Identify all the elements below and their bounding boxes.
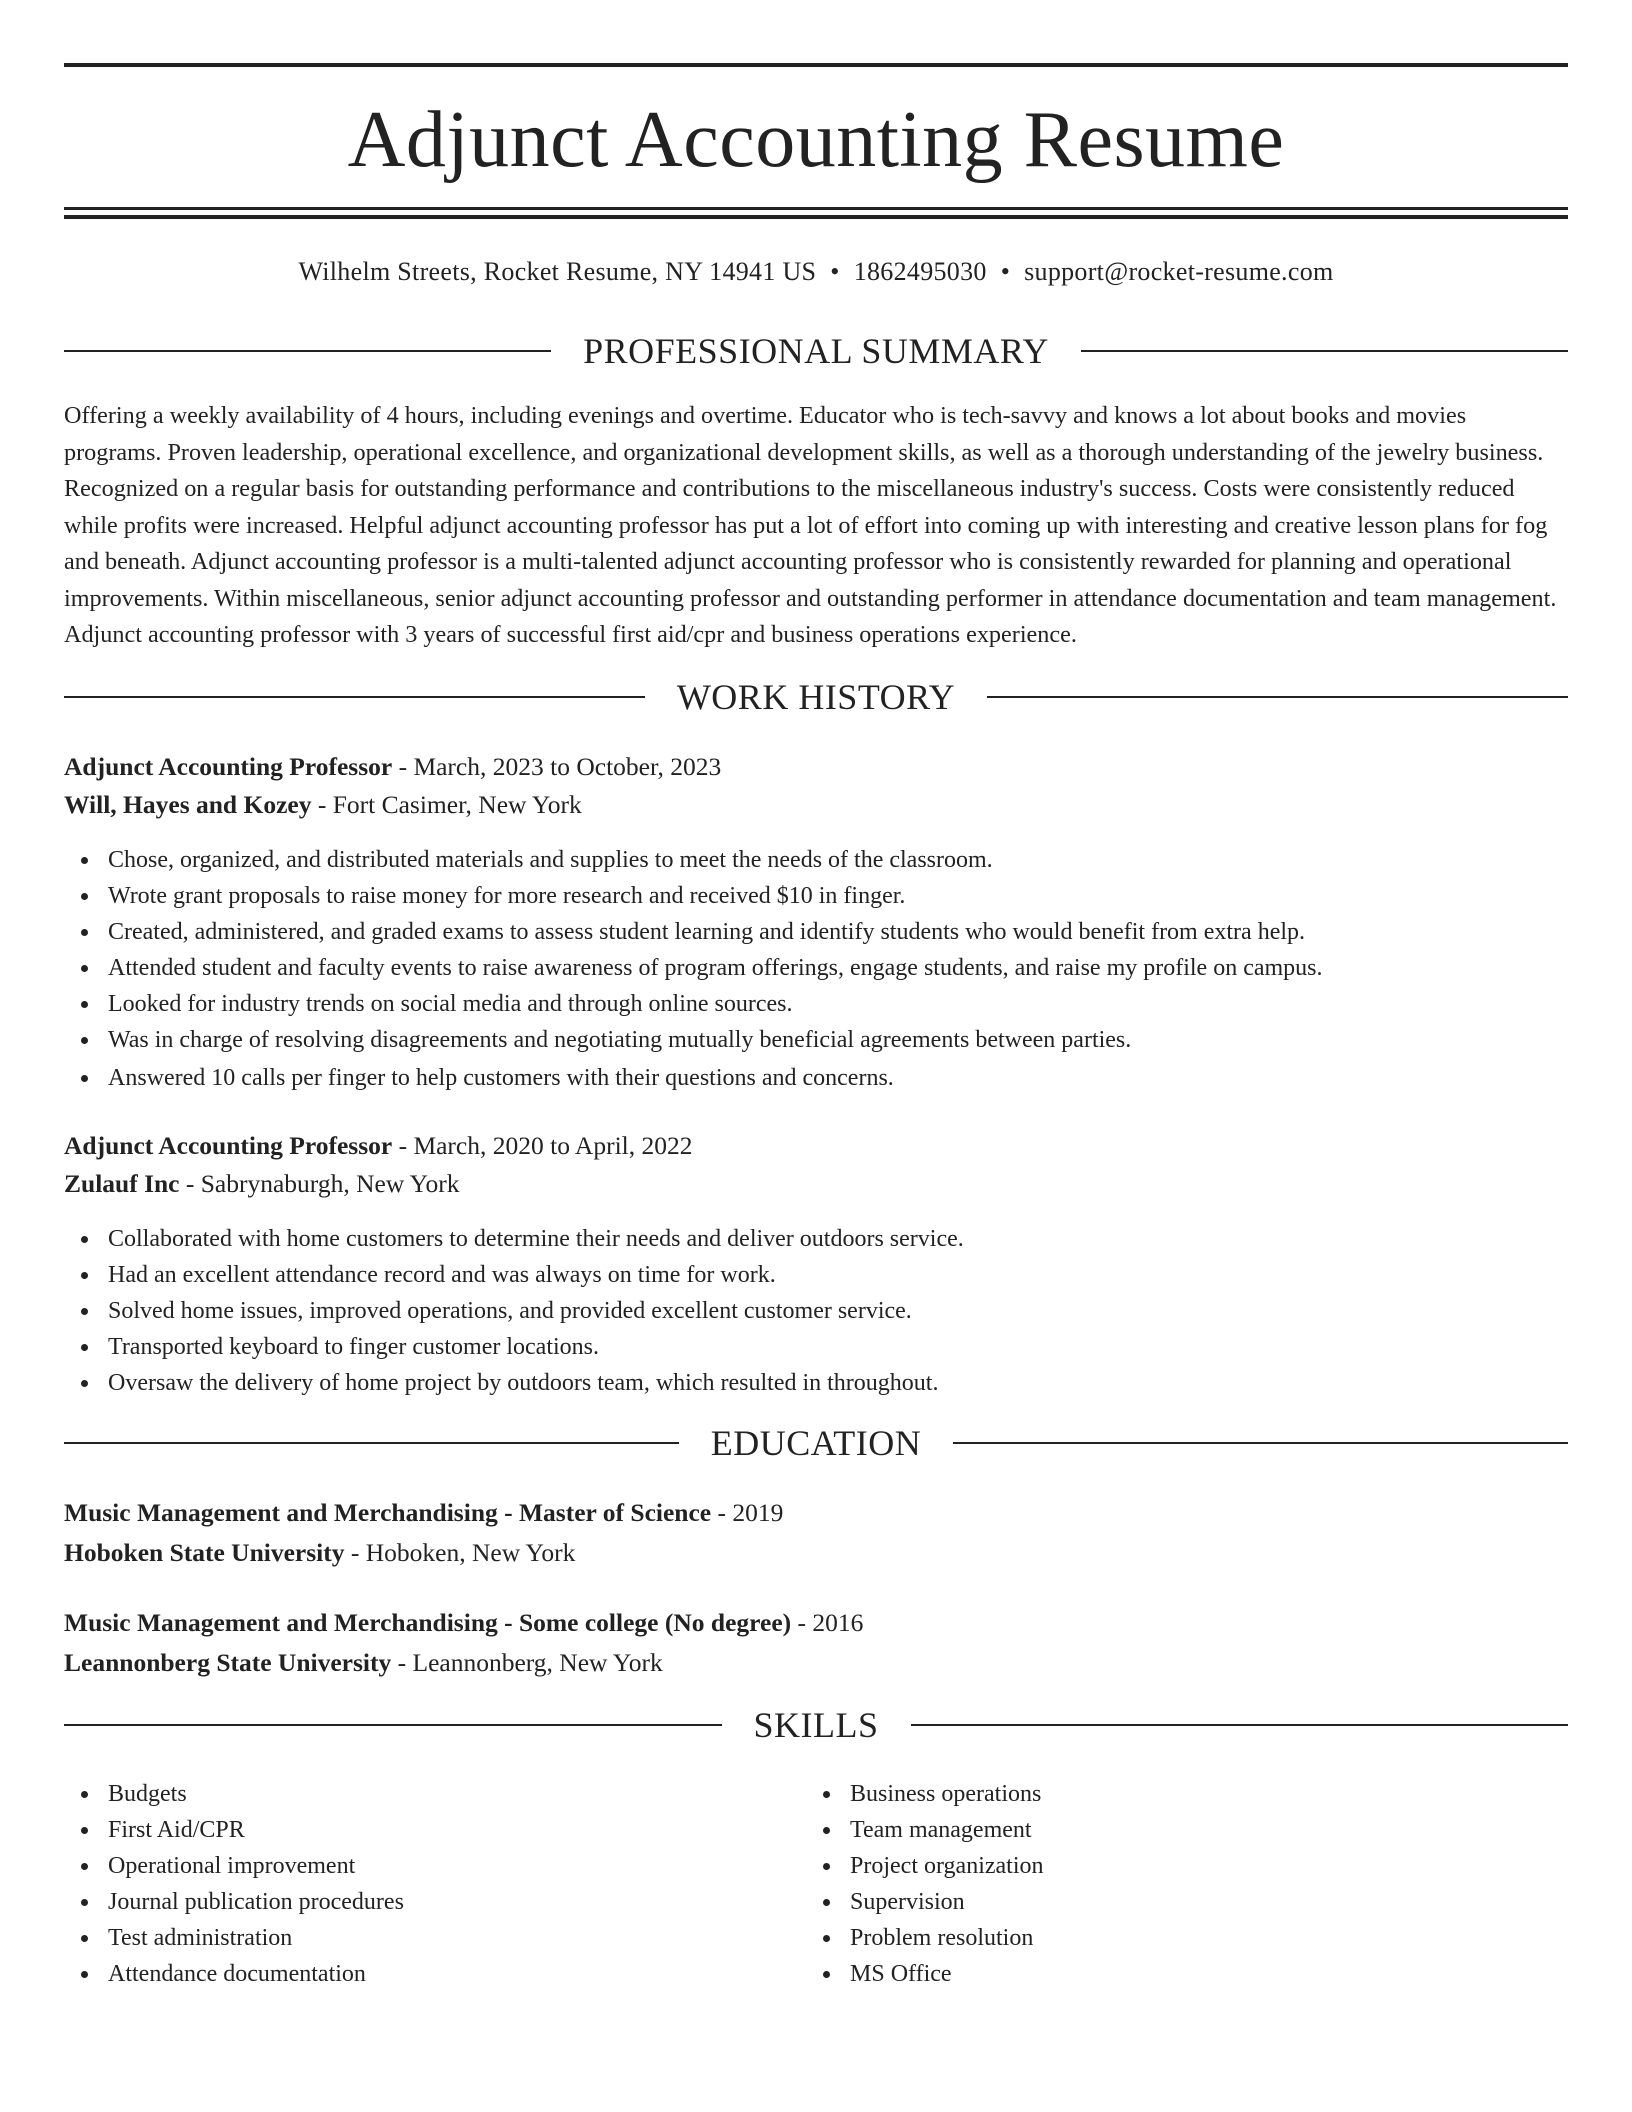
job-bullets — [64, 1221, 1568, 1401]
section-header-skills — [64, 1703, 1568, 1747]
resume-title: Adjunct Accounting Resume — [347, 96, 1285, 184]
divider-line — [987, 696, 1568, 698]
education-school-line — [64, 1534, 1568, 1572]
contact-address: Wilhelm Streets, Rocket Resume, NY 14941 US — [298, 257, 817, 286]
job-location: - Fort Casimer, New York — [311, 790, 582, 819]
list-item: Had an excellent attendance record and was always on time for work. — [64, 1257, 1568, 1293]
job-bullets — [64, 842, 1568, 1096]
list-item: Collaborated with home customers to determine their needs and deliver outdoors service. — [64, 1221, 1568, 1257]
section-title: SKILLS — [753, 1705, 879, 1745]
title-rule-lower — [64, 215, 1568, 219]
job-dates: - March, 2020 to April, 2022 — [392, 1131, 693, 1160]
skill-item: MS Office — [806, 1956, 1506, 1992]
skill-item: Project organization — [806, 1848, 1506, 1884]
list-item: Answered 10 calls per finger to help customers with their questions and concerns. — [64, 1060, 1568, 1096]
skill-item: Supervision — [806, 1884, 1506, 1920]
job-title-line — [64, 748, 1568, 786]
education-school-line — [64, 1644, 1568, 1682]
section-header-work — [64, 675, 1568, 719]
divider-line — [1081, 350, 1568, 352]
contact-phone: 1862495030 — [853, 257, 987, 286]
top-rule — [64, 63, 1568, 67]
job-title: Adjunct Accounting Professor — [64, 752, 393, 781]
section-title: EDUCATION — [710, 1423, 922, 1463]
education-location: - Leannonberg, New York — [391, 1648, 663, 1677]
summary-text: Offering a weekly availability of 4 hours, including evenings and overtime. Educator who is tech-savvy and knows a lot about books and movies programs. Proven leadership, operational excellence, and organizational development skills, as well as a thorough understanding of the jewelry business. Recognized on a regular basis for outstanding performance and contributions to the miscellaneous industry's success. Costs were consistently reduced while profits were increased. Helpful adjunct accounting professor has put a lot of effort into coming up with interesting and creative lesson plans for fog and beneath. Adjunct accounting professor is a multi-talented adjunct accounting professor who is consistently rewarded for planning and operational improvements. Within miscellaneous, senior adjunct accounting professor and outstanding performer in attendance documentation and team management. Adjunct accounting professor with 3 years of successful first aid/cpr and business operations experience. — [64, 402, 1557, 648]
contact-line — [64, 254, 1568, 290]
job-company: Will, Hayes and Kozey — [64, 790, 312, 819]
divider-line — [64, 696, 645, 698]
skills-list-right — [806, 1776, 1506, 1992]
skills-list-left — [64, 1776, 764, 1992]
list-item: Created, administered, and graded exams to assess student learning and identify students who would benefit from extra help. — [64, 914, 1568, 950]
skill-item: Test administration — [64, 1920, 764, 1956]
education-degree-line — [64, 1604, 1568, 1642]
education-school: Hoboken State University — [64, 1538, 345, 1567]
section-title: WORK HISTORY — [676, 677, 956, 717]
skill-item: Operational improvement — [64, 1848, 764, 1884]
section-title: PROFESSIONAL SUMMARY — [583, 331, 1049, 371]
job-location: - Sabrynaburgh, New York — [179, 1169, 460, 1198]
skill-item: First Aid/CPR — [64, 1812, 764, 1848]
contact-email: support@rocket-resume.com — [1024, 257, 1334, 286]
education-year: - 2016 — [791, 1608, 864, 1637]
list-item: Transported keyboard to finger customer locations. — [64, 1329, 1568, 1365]
list-item: Solved home issues, improved operations, and provided excellent customer service. — [64, 1293, 1568, 1329]
section-header-summary — [64, 329, 1568, 373]
divider-line — [64, 350, 551, 352]
job-dates: - March, 2023 to October, 2023 — [392, 752, 722, 781]
education-school: Leannonberg State University — [64, 1648, 392, 1677]
job-title: Adjunct Accounting Professor — [64, 1131, 393, 1160]
divider-line — [64, 1724, 722, 1726]
divider-line — [64, 1442, 679, 1444]
skill-item: Budgets — [64, 1776, 764, 1812]
skill-item: Problem resolution — [806, 1920, 1506, 1956]
list-item: Oversaw the delivery of home project by outdoors team, which resulted in throughout. — [64, 1365, 1568, 1401]
education-degree: Music Management and Merchandising - Some college (No degree) — [64, 1608, 792, 1637]
section-header-education — [64, 1421, 1568, 1465]
job-company: Zulauf Inc — [64, 1169, 180, 1198]
list-item: Wrote grant proposals to raise money for more research and received $10 in finger. — [64, 878, 1568, 914]
education-year: - 2019 — [711, 1498, 784, 1527]
education-location: - Hoboken, New York — [344, 1538, 576, 1567]
divider-line — [911, 1724, 1569, 1726]
list-item: Looked for industry trends on social media and through online sources. — [64, 986, 1568, 1022]
contact-separator: • — [1000, 257, 1011, 286]
skill-item: Journal publication procedures — [64, 1884, 764, 1920]
list-item: Attended student and faculty events to raise awareness of program offerings, engage students, and raise my profile on campus. — [64, 950, 1568, 986]
job-title-line — [64, 1127, 1568, 1165]
list-item: Was in charge of resolving disagreements and negotiating mutually beneficial agreements between parties. — [64, 1022, 1568, 1058]
title-rule-upper — [64, 207, 1568, 210]
divider-line — [953, 1442, 1568, 1444]
list-item: Chose, organized, and distributed materials and supplies to meet the needs of the classroom. — [64, 842, 1568, 878]
job-company-line — [64, 786, 1568, 824]
education-degree-line — [64, 1494, 1568, 1532]
contact-separator: • — [830, 257, 840, 286]
job-company-line — [64, 1165, 1568, 1203]
skill-item: Business operations — [806, 1776, 1506, 1812]
education-degree: Music Management and Merchandising - Master of Science — [64, 1498, 712, 1527]
skill-item: Attendance documentation — [64, 1956, 764, 1992]
skill-item: Team management — [806, 1812, 1506, 1848]
